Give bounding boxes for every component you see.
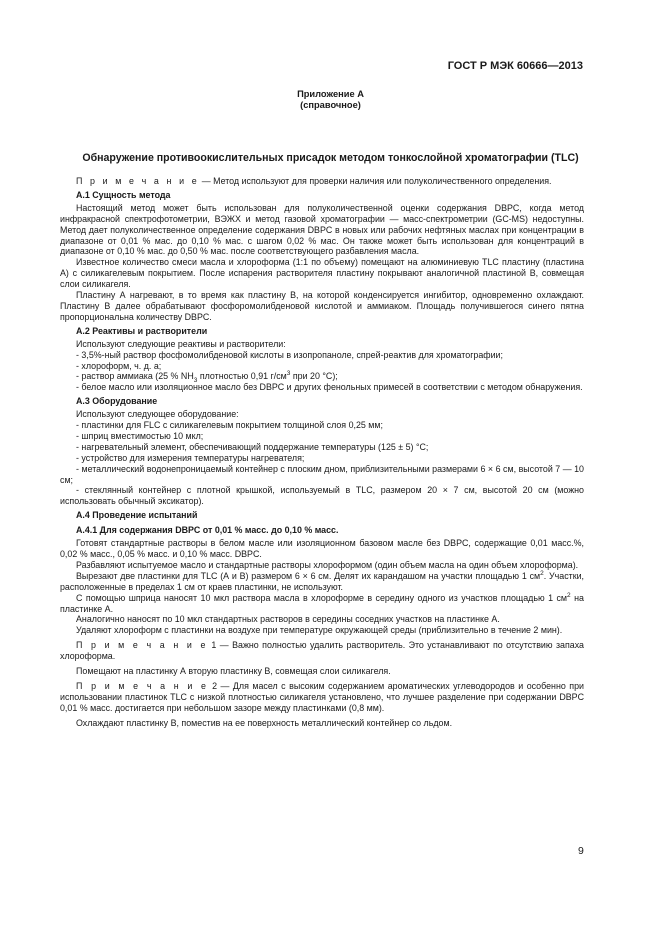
paragraph <box>60 593 584 615</box>
document-body <box>60 176 584 729</box>
standard-header: ГОСТ Р МЭК 60666—2013 <box>447 60 583 72</box>
annex-subtitle: (справочное) <box>300 100 361 110</box>
list-item <box>60 370 584 385</box>
note-text: 1 — Важно полностью удалить растворитель. Это устанавливают по отсутствию запаха хлороформа. <box>60 640 584 662</box>
paragraph: Аналогично наносят по 10 мкл стандартных растворов в середины соседних участков на пластинке А. <box>76 614 500 625</box>
subsection-heading-a41: А.4.1 Для содержания DBPC от 0,01 % масс. до 0,10 % масс. <box>76 525 339 536</box>
list-item: - шприц вместимостью 10 мкл; <box>76 430 204 441</box>
list-text: - раствор аммиака (25 % NH <box>76 371 194 382</box>
paragraph: Помещают на пластинку А вторую пластинку В, совмещая слои силикагеля. <box>76 666 391 677</box>
page-number: 9 <box>578 845 584 857</box>
list-text: плотностью 0,91 г/см <box>197 371 287 382</box>
subscript: 3 <box>193 377 198 385</box>
paragraph: Используют следующие реактивы и растворители: <box>76 338 286 349</box>
list-item: - 3,5%-ный раствор фосфомолибденовой кислоты в изопропаноле, спрей-реактив для хроматографии; <box>76 349 503 360</box>
list-item: - пластинки для FLC с силикагелевым покрытием толщиной слоя 0,25 мм; <box>76 420 383 431</box>
note-1 <box>60 640 584 662</box>
annex-title: Приложение А <box>297 89 364 99</box>
list-item: - стеклянный контейнер с плотной крышкой, используемый в TLC, размером 20 × 7 см, высотой 20 см (можно использовать обычный эксикатор). <box>60 485 584 507</box>
superscript: 3 <box>286 370 291 378</box>
paragraph: Охлаждают пластинку В, поместив на ее поверхность металлический контейнер со льдом. <box>76 717 453 728</box>
superscript: 2 <box>567 591 571 599</box>
note-text: 2 — Для масел с высоким содержанием ароматических углеводородов и особенно при использовании пластинок TLC с низкой плотностью силикагеля установлено, что лучшее разделение при содержании DBPC 0,01 % масс. достигается при небольшом зазоре между пластинками (0,8 мм). <box>60 680 584 713</box>
section-heading-a4: А.4 Проведение испытаний <box>76 510 198 521</box>
list-item: - белое масло или изоляционное масло без DBPC и других фенольных примесей в соответствии с методом обнаружения. <box>76 382 583 393</box>
section-heading-a2: А.2 Реактивы и растворители <box>76 325 208 336</box>
paragraph: Используют следующее оборудование: <box>76 409 239 420</box>
paragraph: Разбавляют испытуемое масло и стандартные растворы хлороформом (один объем масла на один объем хлороформа). <box>76 559 579 570</box>
section-heading-a1: А.1 Сущность метода <box>76 189 171 200</box>
list-item: - устройство для измерения температуры нагревателя; <box>76 452 305 463</box>
note-intro <box>60 176 584 187</box>
paragraph: Известное количество смеси масла и хлороформа (1:1 по объему) помещают на алюминиевую TLC пластину (пластина А) с силикагелевым покрытием. После испарения растворителя пластину покрывают аналогичной пластиной В, совмещая слои силикагеля. <box>60 257 584 290</box>
section-heading-a3: А.3 Оборудование <box>76 396 158 407</box>
paragraph: Удаляют хлороформ с пластинки на воздухе при температуре окружающей среды (приблизительно в течение 2 мин). <box>76 625 563 636</box>
paragraph: Пластину А нагревают, в то время как пластину В, на которой конденсируется ингибитор, одновременно охлаждают. Пластину В далее обрабатывают фосфоромолибденовой кислотой и аммиаком. Площадь получившегося синего пятна пропорциональна количеству DBPC. <box>60 290 584 322</box>
list-text: при 20 °С); <box>290 371 338 382</box>
list-item: - хлороформ, ч. д. а; <box>76 360 162 371</box>
list-item: - металлический водонепроницаемый контейнер с плоским дном, приблизительными размерами 6 × 6 см, высотой 7 — 10 см; <box>60 463 584 485</box>
note-label: П р и м е ч а н и е <box>76 640 208 651</box>
note-2 <box>60 681 584 714</box>
paragraph-text: С помощью шприца наносят 10 мкл раствора масла в хлороформе в середину одного из участков площадью 1 см <box>76 592 568 603</box>
superscript: 2 <box>540 569 544 577</box>
paragraph-text: Вырезают две пластинки для TLC (А и В) размером 6 × 6 см. Делят их карандашом на участки площадью 1 см <box>76 570 541 581</box>
note-label: П р и м е ч а н и е <box>76 680 209 691</box>
document-title: Обнаружение противоокислительных присадок методом тонкослойной хроматографии (TLC) <box>82 152 579 164</box>
list-item: - нагревательный элемент, обеспечивающий поддержание температуры (125 ± 5) °С; <box>76 441 429 452</box>
paragraph-text: . Участки, расположенные в пределах 1 см от краев пластинки, не используют. <box>60 570 585 592</box>
paragraph: Настоящий метод может быть использован для полуколичественной оценки содержания DBPC, когда метод инфракрасной спектрофотометрии, ВЭЖХ и метод газовой хроматографии — масс-спектрометрии (GC-MS) недоступны. Метод дает полуколичественное определение содержания DBPC в новых или рабочих нефтяных маслах при концентрации в диапазоне от 0,01 % мас. до 0,10 % мас. с шагом 0,02 % мас. Он также может быть использован для концентраций в диапазоне от 0,10 % мас. до 0,50 % мас. после соответствующего разбавления масла. <box>60 202 584 257</box>
note-label: П р и м е ч а н и е <box>76 176 200 186</box>
paragraph <box>60 571 584 593</box>
note-text: — Метод используют для проверки наличия или полуколичественного определения. <box>199 176 552 186</box>
paragraph: Готовят стандартные растворы в белом масле или изоляционном базовом масле без DBPC, содержащие 0,01 масс.%, 0,02 % масс., 0,05 % масс. и 0,10 % масс. DBPC. <box>60 538 584 559</box>
paragraph-text: на пластинке А. <box>60 592 584 614</box>
